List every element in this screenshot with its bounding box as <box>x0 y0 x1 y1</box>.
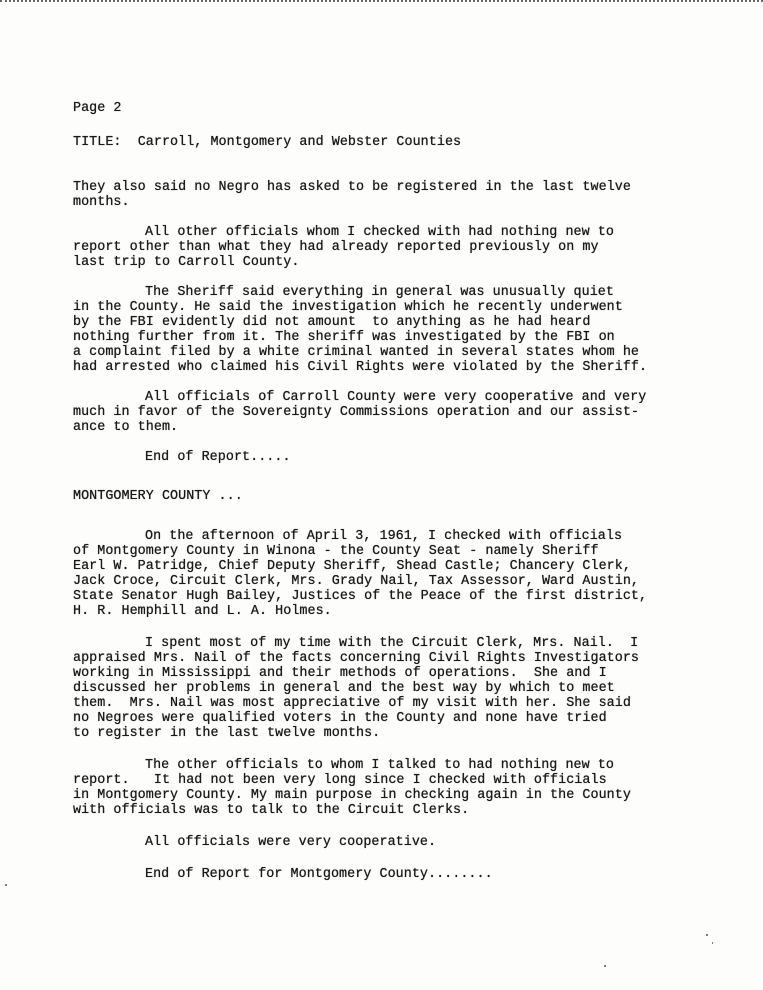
paragraph-line: On the afternoon of April 3, 1961, I checked with officials <box>145 529 623 544</box>
paragraph-line: by the FBI evidently did not amount to anything as he had heard <box>73 315 591 330</box>
paragraph-other-officials-montgomery <box>73 758 713 818</box>
montgomery-heading: MONTGOMERY COUNTY ... <box>73 489 243 504</box>
paragraph-line: in Montgomery County. My main purpose in checking again in the County <box>73 788 631 803</box>
scan-speck <box>712 942 713 944</box>
paragraph-line: State Senator Hugh Bailey, Justices of the Peace of the first district, <box>73 589 648 604</box>
paragraph-line: had arrested who claimed his Civil Rights were violated by the Sheriff. <box>73 360 648 375</box>
paragraph-line: The Sheriff said everything in general was unusually quiet <box>145 285 614 300</box>
paragraph-line: to register in the last twelve months. <box>73 726 381 741</box>
paragraph-other-officials <box>73 225 713 270</box>
scan-top-edge <box>0 0 763 5</box>
paragraph-line: They also said no Negro has asked to be registered in the last twelve <box>73 180 631 195</box>
paragraph-circuit-clerk <box>73 636 713 741</box>
closing-cooperative: All officials were very cooperative. <box>145 835 437 850</box>
paragraph-april-visit <box>73 529 713 619</box>
paragraph-line: much in favor of the Sovereignty Commissions operation and our assist- <box>73 405 639 420</box>
paragraph-line: All officials of Carroll County were very cooperative and very <box>145 390 647 405</box>
title-text: Carroll, Montgomery and Webster Counties <box>137 135 462 150</box>
paragraph-line: report other than what they had already reported previously on my <box>73 240 599 255</box>
title-line <box>73 135 713 150</box>
paragraph-line: Earl W. Patridge, Chief Deputy Sheriff, Shead Castle; Chancery Clerk, <box>73 559 631 574</box>
paragraph-line: The other officials to whom I talked to had nothing new to <box>145 758 614 773</box>
paragraph-line: working in Mississippi and their methods of operations. She and I <box>73 666 607 681</box>
paragraph-line: in the County. He said the investigation which he recently underwent <box>73 300 623 315</box>
title-label: TITLE: <box>73 135 122 150</box>
paragraph-line: ance to them. <box>73 420 179 435</box>
end-of-report-carroll: End of Report..... <box>145 450 291 465</box>
paragraph-carroll-cooperative <box>73 390 713 435</box>
scan-speck <box>604 965 606 967</box>
paragraph-sheriff <box>73 285 713 375</box>
paragraph-line: no Negroes were qualified voters in the County and none have tried <box>73 711 607 726</box>
scan-speck <box>5 884 7 886</box>
paragraph-line: with officials was to talk to the Circuit Clerks. <box>73 803 470 818</box>
paragraph-line: report. It had not been very long since I checked with officials <box>73 773 607 788</box>
paragraph-line: last trip to Carroll County. <box>73 255 300 270</box>
end-of-report-montgomery: End of Report for Montgomery County........ <box>145 867 493 882</box>
paragraph-line: nothing further from it. The sheriff was investigated by the FBI on <box>73 330 615 345</box>
paragraph-line: months. <box>73 195 130 210</box>
paragraph-line: appraised Mrs. Nail of the facts concerning Civil Rights Investigators <box>73 651 639 666</box>
paragraph-line: discussed her problems in general and the best way by which to meet <box>73 681 615 696</box>
paragraph-line: a complaint filed by a white criminal wanted in several states whom he <box>73 345 639 360</box>
page-number: Page 2 <box>73 101 122 116</box>
paragraph-line: of Montgomery County in Winona - the County Seat - namely Sheriff <box>73 544 599 559</box>
paragraph-line: I spent most of my time with the Circuit Clerk, Mrs. Nail. I <box>145 636 639 651</box>
paragraph-line: All other officials whom I checked with had nothing new to <box>145 225 614 240</box>
paragraph-line: Jack Croce, Circuit Clerk, Mrs. Grady Nail, Tax Assessor, Ward Austin, <box>73 574 639 589</box>
paragraph-line: them. Mrs. Nail was most appreciative of my visit with her. She said <box>73 696 631 711</box>
paragraph-line: H. R. Hemphill and L. A. Holmes. <box>73 604 332 619</box>
report-body <box>73 101 713 882</box>
scan-speck <box>706 934 708 936</box>
paragraph-no-negro-registered <box>73 180 713 210</box>
